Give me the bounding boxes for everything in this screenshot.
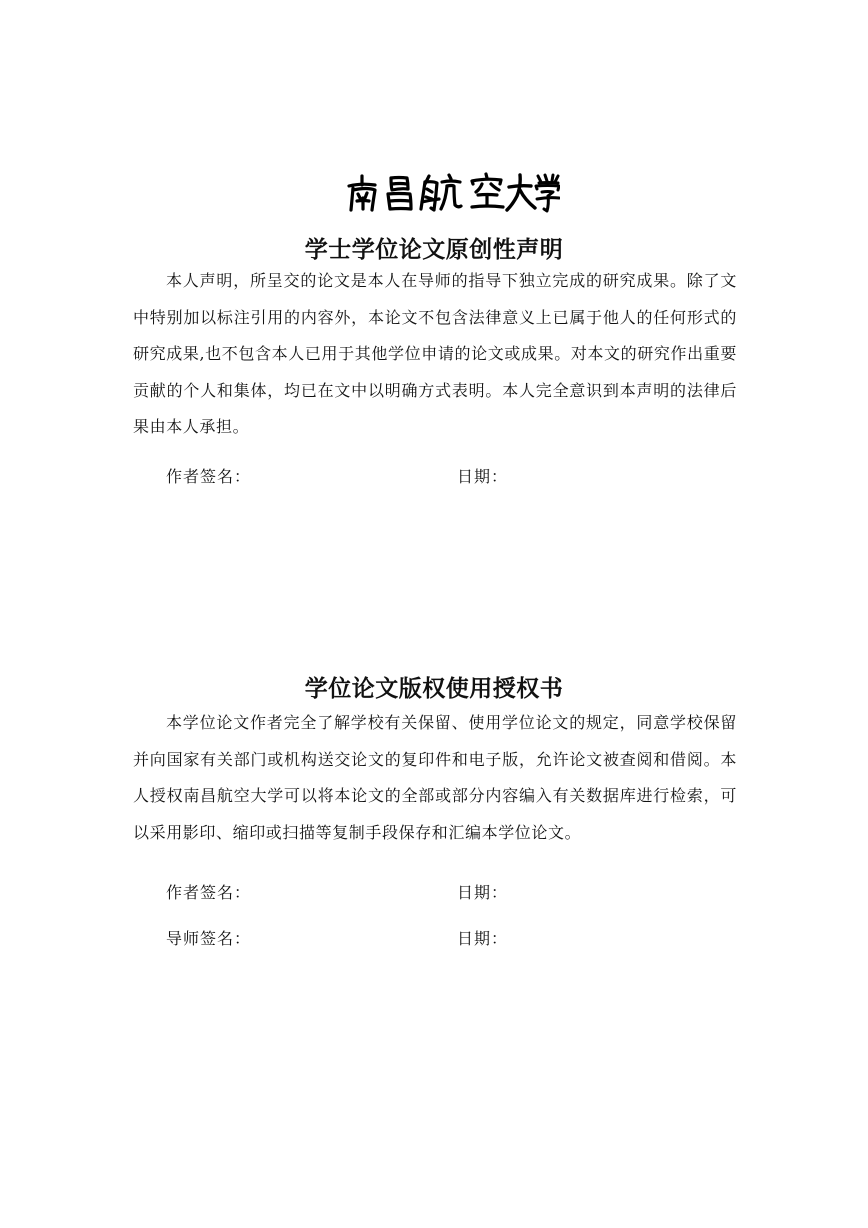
authorization-author-sign-label: 作者签名： (166, 883, 252, 902)
authorization-advisor-sign-label: 导师签名： (166, 929, 252, 948)
calligraphy-logo-icon (345, 172, 560, 214)
declaration-body: 本人声明，所呈交的论文是本人在导师的指导下独立完成的研究成果。除了文中特别加以标注引用的内容外，本论文不包含法律意义上已属于他人的任何形式的研究成果,也不包含本人已用于其他学位申请的论文或成果。对本文的研究作出重要贡献的个人和集体，均已在文中以明确方式表明。本人完全意识到本声明的法律后果由本人承担。 (133, 271, 737, 436)
declaration-author-sign-label: 作者签名： (166, 467, 252, 486)
declaration-title: 学士学位论文原创性声明 (304, 237, 564, 263)
authorization-body: 本学位论文作者完全了解学校有关保留、使用学位论文的规定，同意学校保留并向国家有关部门或机构送交论文的复印件和电子版，允许论文被查阅和借阅。本人授权南昌航空大学可以将本论文的全部或部分内容编入有关数据库进行检索，可以采用影印、缩印或扫描等复制手段保存和汇编本学位论文。 (133, 713, 737, 842)
authorization-title: 学位论文版权使用授权书 (304, 676, 564, 702)
authorization-author-date-label: 日期： (457, 883, 509, 902)
declaration-date-label: 日期： (457, 467, 509, 486)
authorization-advisor-date-label: 日期： (457, 929, 509, 948)
university-logo (345, 172, 560, 214)
